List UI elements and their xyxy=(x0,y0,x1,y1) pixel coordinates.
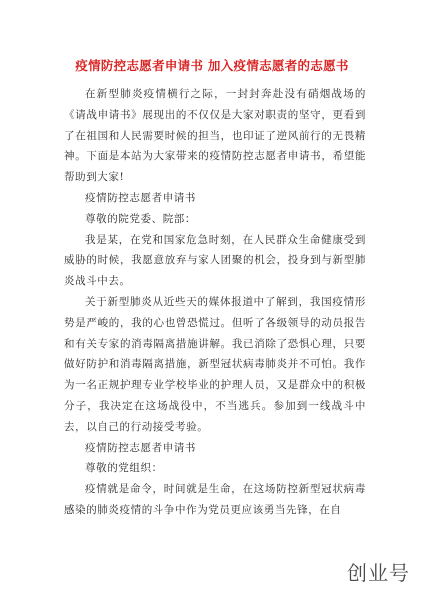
section-heading: 疫情防控志愿者申请书 xyxy=(85,441,196,454)
document-title: 疫情防控志愿者申请书 加入疫情志愿者的志愿书 xyxy=(75,58,349,73)
body-paragraph: 疫情就是命令，时间就是生命，在这场防控新型冠状病毒感染的肺炎疫情的斗争中作为党员更应该勇当先锋，在自 xyxy=(64,483,366,516)
body-paragraph: 我是某，在党和国家危急时刻，在人民群众生命健康受到威胁的时候，我愿意放弃与家人团聚的机会，投身到与新型肺炎战斗中去。 xyxy=(64,233,366,288)
salutation: 尊敬的院党委、院部： xyxy=(85,212,196,225)
salutation: 尊敬的党组织： xyxy=(85,462,163,475)
body-paragraph: 关于新型肺炎从近些天的媒体报道中了解到，我国疫情形势是严峻的，我的心也曾恐慌过。但听了各级领导的动员报告和有关专家的消毒隔离措施讲解。我已消除了恐惧心理，只要做好防护和消毒隔离措施，新型冠状病毒肺炎并不可怕。我作为一名正规护理专业学校毕业的护理人员，又是群众中的积极分子，我决定在这场战役中，不当逃兵。参加到一线战斗中去，以自己的行动接受考验。 xyxy=(64,295,366,433)
section-heading: 疫情防控志愿者申请书 xyxy=(85,191,196,204)
intro-paragraph: 在新型肺炎疫情横行之际，一封封奔赴没有硝烟战场的《请战申请书》展现出的不仅仅是大家对职责的坚守，更看到了在祖国和人民需要时候的担当，也印证了逆风前行的无畏精神。下面是本站为大家带来的疫情防控志愿者申请书，希望能帮助到大家! xyxy=(64,88,366,184)
watermark-logo: 创业号 xyxy=(347,561,410,585)
document-body xyxy=(64,84,366,521)
